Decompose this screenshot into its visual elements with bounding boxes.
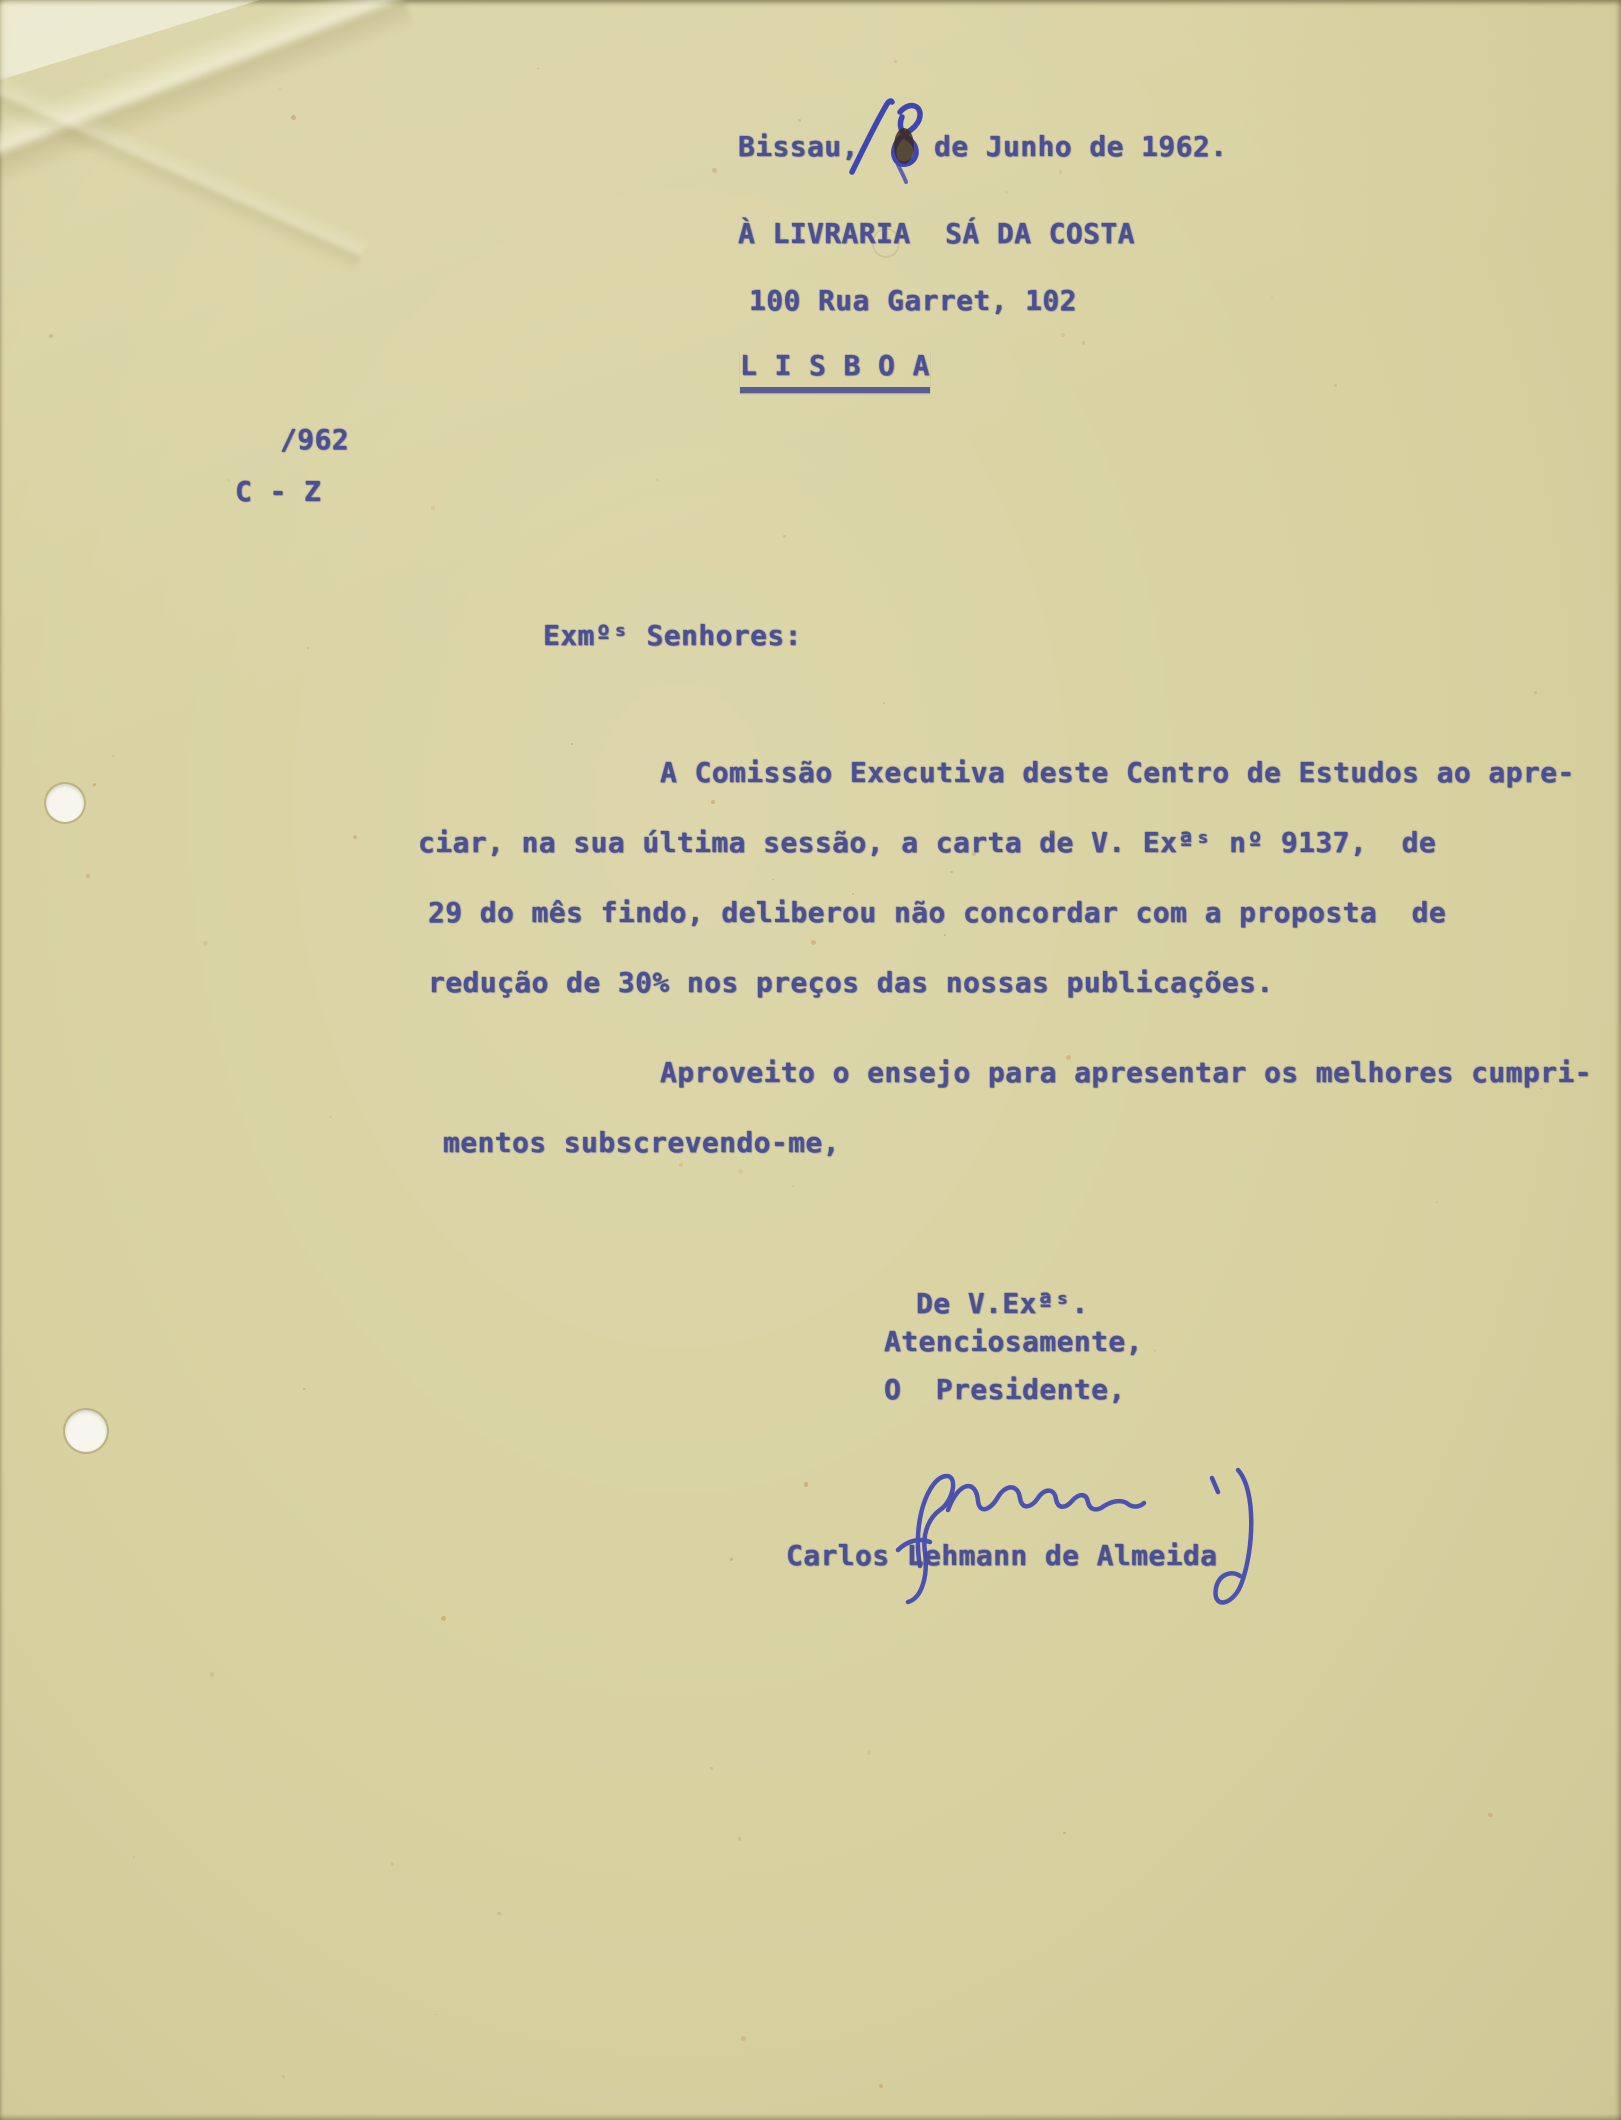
paper-speck — [792, 1185, 794, 1187]
paper-speck — [879, 2084, 883, 2088]
paper-speck — [353, 835, 357, 839]
fold-corner-highlight — [0, 0, 260, 80]
paper-speck — [279, 88, 281, 90]
paper-speck — [798, 119, 801, 122]
paper-speck — [291, 115, 296, 120]
paper-speck — [329, 1116, 332, 1119]
paper-speck — [497, 1912, 501, 1916]
paper-speck — [730, 1558, 733, 1561]
recipient-street: 100 Rua Garret, 102 — [749, 284, 1077, 317]
paper-speck — [950, 871, 953, 874]
paper-speck — [1436, 1201, 1438, 1203]
closing-line3: O Presidente, — [884, 1373, 1126, 1406]
paper-speck — [49, 334, 53, 338]
closing-line2: Atenciosamente, — [884, 1325, 1143, 1358]
paper-speck — [738, 1169, 743, 1174]
date-rest: de Junho de 1962. — [934, 130, 1228, 163]
paper-speck — [741, 2036, 746, 2041]
paper-speck — [1334, 384, 1337, 387]
paper-speck — [1061, 333, 1065, 337]
recipient-name: À LIVRARIA SÁ DA COSTA — [738, 217, 1135, 250]
paper-speck — [435, 2014, 437, 2016]
paper-speck — [1063, 1832, 1065, 1834]
paper-speck — [210, 1672, 215, 1677]
paper-speck — [303, 1388, 305, 1390]
paper-speck — [1082, 341, 1086, 345]
punch-hole-top — [46, 784, 84, 822]
fold-crease-secondary — [0, 66, 370, 273]
paper-speck — [883, 702, 885, 704]
paper-speck — [93, 783, 96, 786]
paper-speck — [711, 800, 715, 804]
reference-code: C - Z — [235, 475, 322, 508]
punch-hole-bottom — [65, 1410, 107, 1452]
paper-speck — [282, 2075, 285, 2078]
paper-speck — [307, 647, 309, 649]
paper-speck — [537, 68, 539, 70]
signature-typed-name: Carlos Lehmann de Almeida — [786, 1539, 1218, 1572]
paper-speck — [86, 874, 90, 878]
paper-speck — [391, 1862, 394, 1865]
paper-speck — [772, 879, 774, 881]
paper-speck — [738, 1837, 742, 1841]
paper-speck — [431, 506, 435, 510]
paper-speck — [679, 1163, 683, 1167]
paper-speck — [1488, 1813, 1492, 1817]
paper-speck — [1005, 191, 1008, 194]
paper-speck — [203, 941, 208, 946]
closing-line1: De V.Exªˢ. — [916, 1287, 1089, 1320]
paper-speck — [804, 1482, 808, 1486]
body-paragraph1-line3: 29 do mês findo, deliberou não concordar com a proposta de — [428, 896, 1447, 929]
paper-speck — [710, 1767, 713, 1770]
paper-speck — [811, 940, 816, 945]
body-paragraph1-line2: ciar, na sua última sessão, a carta de V. Exªˢ nº 9137, de — [418, 826, 1437, 859]
date-city: Bissau, — [738, 130, 859, 163]
paper-speck — [712, 168, 717, 173]
paper-speck — [867, 1750, 872, 1755]
recipient-city: L I S B O A — [740, 350, 930, 393]
handwritten-day-18 — [846, 96, 932, 200]
body-paragraph2-line2: mentos subscrevendo-me, — [443, 1126, 840, 1159]
body-paragraph1-line1: A Comissão Executiva deste Centro de Estudos ao apre- — [660, 756, 1575, 789]
paper-speck — [894, 60, 897, 63]
paper-speck — [783, 535, 786, 538]
paper-speck — [656, 478, 659, 481]
reference-year: /962 — [280, 423, 350, 456]
paper-speck — [1271, 296, 1273, 298]
paper-speck — [227, 479, 230, 482]
paper-speck — [133, 1856, 135, 1858]
paper-speck — [1154, 1349, 1157, 1352]
fold-crease — [0, 0, 416, 200]
salutation: Exmºˢ Senhores: — [543, 619, 802, 652]
paper-speck — [852, 893, 854, 895]
paper-speck — [571, 743, 573, 745]
paper-speck — [1534, 691, 1537, 694]
paper-speck — [112, 755, 114, 757]
paper-speck — [944, 934, 946, 936]
paper-speck — [441, 1616, 446, 1621]
body-paragraph2-line1: Aproveito o ensejo para apresentar os melhores cumpri- — [660, 1056, 1592, 1089]
body-paragraph1-line4: redução de 30% nos preços das nossas publicações. — [428, 966, 1274, 999]
paper-speck — [1059, 170, 1062, 173]
